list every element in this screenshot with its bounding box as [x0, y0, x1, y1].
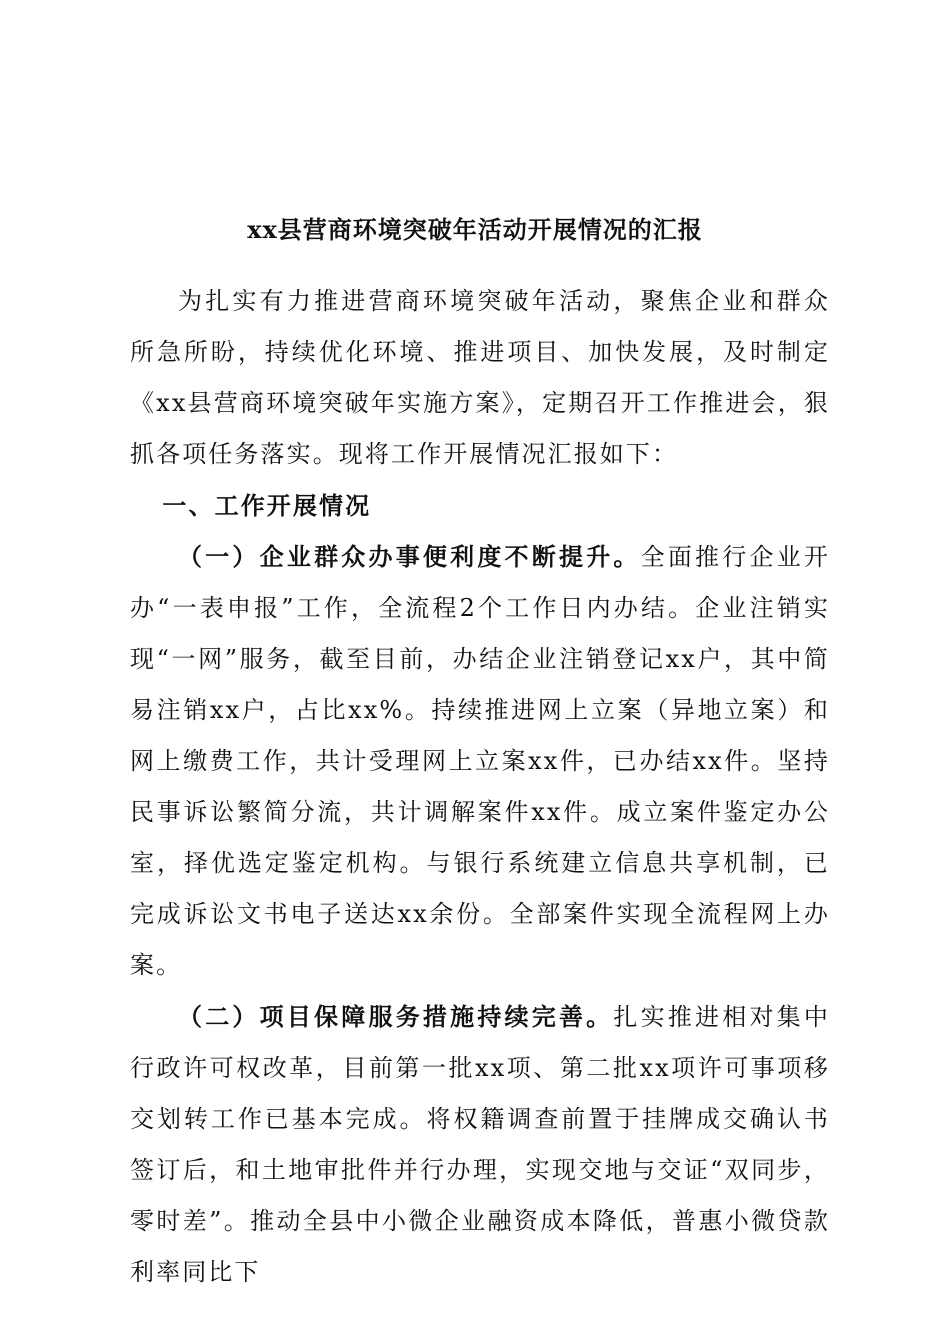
document-body — [130, 276, 830, 1298]
subsection-1-lead: （一）企业群众办事便利度不断提升。 — [178, 542, 641, 571]
document-title: xx县营商环境突破年活动开展情况的汇报 — [247, 215, 703, 244]
subsection-2-lead: （二）项目保障服务措施持续完善。 — [178, 1002, 614, 1031]
subsection-1-text: 全面推行企业开办“一表申报”工作，全流程2个工作日内办结。企业注销实现“一网”服务，截至目前，办结企业注销登记xx户，其中简易注销xx户，占比xx%。持续推进网上立案（异地立案）和网上缴费工作，共计受理网上立案xx件，已办结xx件。坚持民事诉讼繁简分流，共计调解案件xx件。成立案件鉴定办公室，择优选定鉴定机构。与银行系统建立信息共享机制，已完成诉讼文书电子送达xx余份。全部案件实现全流程网上办案。 — [130, 543, 831, 979]
section-heading: 一、工作开展情况 — [162, 491, 372, 520]
intro-paragraph: 为扎实有力推进营商环境突破年活动，聚焦企业和群众所急所盼，持续优化环境、推进项目、加快发展，及时制定《xx县营商环境突破年实施方案》，定期召开工作推进会，狠抓各项任务落实。现将工作开展情况汇报如下： — [130, 287, 830, 468]
subsection-2-paragraph — [130, 991, 830, 1298]
subsection-2-text: 扎实推进相对集中行政许可权改革，目前第一批xx项、第二批xx项许可事项移交划转工作已基本完成。将权籍调查前置于挂牌成交确认书签订后，和土地审批件并行办理，实现交地与交证“双同步，零时差”。推动全县中小微企业融资成本降低，普惠小微贷款利率同比下 — [130, 1003, 830, 1286]
subsection-1-paragraph — [130, 531, 830, 991]
